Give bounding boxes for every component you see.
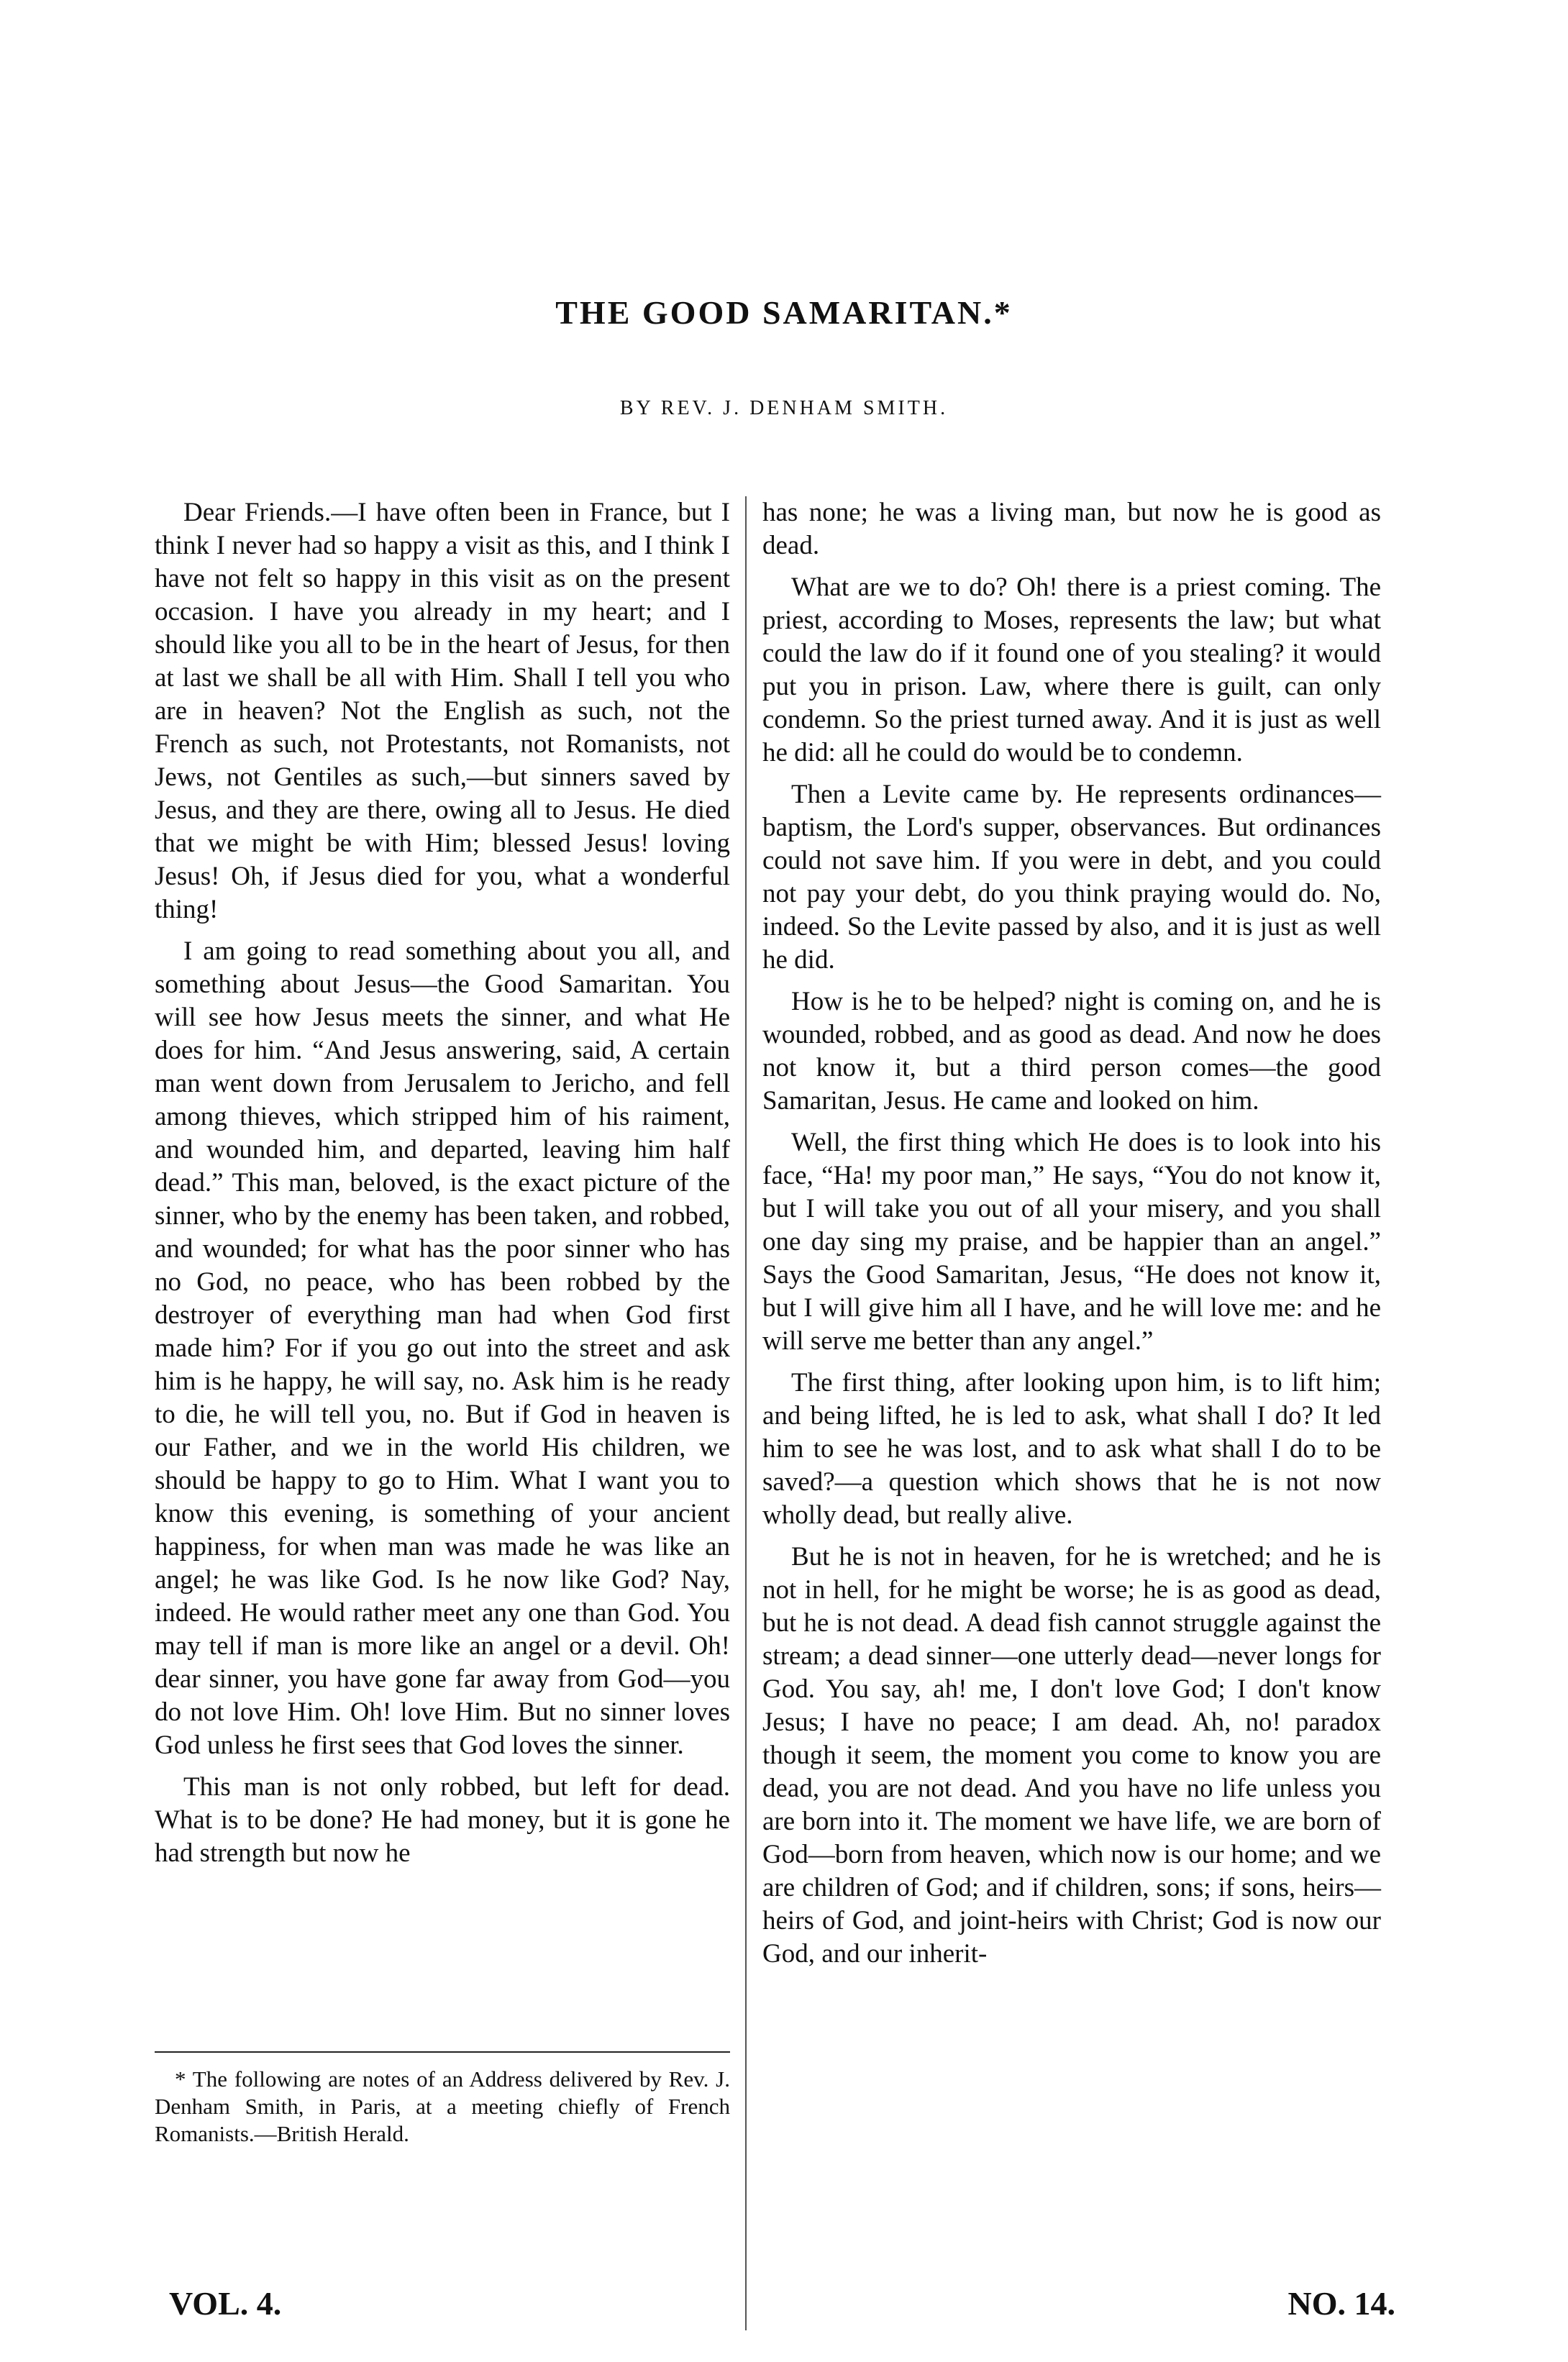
paragraph: What are we to do? Oh! there is a priest coming. The priest, according to Moses, represents the law; but what could the law do if it found one of you stealing? it would put you in prison. Law, where there is guilt, can only condemn. So the priest turned away. And it is just as well he did: all he could do would be to condemn. [762, 573, 1381, 767]
right-column [762, 496, 1381, 1979]
paragraph: How is he to be helped? night is coming on, and he is wounded, robbed, and as good as dead. And now he does not know it, but a third person comes—the good Samaritan, Jesus. He came and looked on him. [762, 987, 1381, 1116]
paragraph: Well, the first thing which He does is to look into his face, “Ha! my poor man,” He says, “You do not know it, but I will take you out of all your misery, and you shall one day sing my praise, and be happier than an angel.” Says the Good Samaritan, Jesus, “He does not know it, but I will give him all I have, and he will love me: and he will serve me better than any angel.” [762, 1128, 1381, 1356]
issue-number: NO. 14. [1287, 2285, 1395, 2322]
footnote-divider [155, 2051, 730, 2053]
footnote [155, 2066, 730, 2148]
article-title: THE GOOD SAMARITAN.* [555, 294, 1013, 331]
paragraph: Dear Friends.—I have often been in France, but I think I never had so happy a visit as this, and I think I have not felt so happy in this visit as on the present occasion. I have you already in my heart; and I should like you all to be in the heart of Jesus, for then at last we shall be all with Him. Shall I tell you who are in heaven? Not the English as such, not the French as such, not Protestants, not Romanists, not Jews, not Gentiles as such,—but sinners saved by Jesus, and they are there, owing all to Jesus. He died that we might be with Him; blessed Jesus! loving Jesus! Oh, if Jesus died for you, what a wonderful thing! [155, 498, 730, 924]
paragraph: The first thing, after looking upon him, is to lift him; and being lifted, he is led to ask, what shall I do? It led him to see he was lost, and to ask what shall I do to be saved?—a question which shows that he is not now wholly dead, but really alive. [762, 1368, 1381, 1530]
volume-number: VOL. 4. [169, 2285, 282, 2322]
left-column [155, 496, 730, 1879]
footnote-text: * The following are notes of an Address delivered by Rev. J. Denham Smith, in Paris, at a meeting chiefly of French Romanists.—British Herald. [155, 2066, 730, 2146]
paragraph: But he is not in heaven, for he is wretched; and he is not in hell, for he might be worse; he is as good as dead, but he is not dead. A dead fish cannot struggle against the stream; a dead sinner—one utterly dead—never longs for God. You say, ah! me, I don't love God; I don't know Jesus; I have no peace; I am dead. Ah, no! paradox though it seem, the moment you come to know you are dead, you are not dead. And you have no life unless you are born into it. The moment we have life, we are born of God—born from heaven, which now is our home; and we are children of God; and if children, sons; if sons, heirs—heirs of God, and joint-heirs with Christ; God is now our God, and our inherit- [762, 1542, 1381, 1969]
paragraph: This man is not only robbed, but left for dead. What is to be done? He had money, but it is gone he had strength but now he [155, 1772, 730, 1868]
article-byline: BY REV. J. DENHAM SMITH. [619, 397, 949, 419]
paragraph: Then a Levite came by. He represents ordinances—baptism, the Lord's supper, observances. But ordinances could not save him. If you were in debt, and you could not pay your debt, do you think praying would do. No, indeed. So the Levite passed by also, and it is just as well he did. [762, 780, 1381, 975]
paragraph: I am going to read something about you all, and something about Jesus—the Good Samaritan. You will see how Jesus meets the sinner, and what He does for him. “And Jesus answering, said, A certain man went down from Jerusalem to Jericho, and fell among thieves, which stripped him of his raiment, and wounded him, and departed, leaving him half dead.” This man, beloved, is the exact picture of the sinner, who by the enemy has been taken, and robbed, and wounded; for what has the poor sinner who has no God, no peace, who has been robbed by the destroyer of everything man had when God first made him? For if you go out into the street and ask him is he happy, he will say, no. Ask him is he ready to die, he will tell you, no. But if God in heaven is our Father, and we in the world His children, we should be happy to go to Him. What I want you to know this evening, is something of your ancient happiness, for when man was made he was like an angel; he was like God. Is he now like God? Nay, indeed. He would rather meet any one than God. You may tell if man is more like an angel or a devil. Oh! dear sinner, you have gone far away from God—you do not love Him. Oh! love Him. But no sinner loves God unless he first sees that God loves the sinner. [155, 936, 730, 1760]
column-divider [745, 496, 747, 2330]
paragraph: has none; he was a living man, but now he is good as dead. [762, 498, 1381, 560]
